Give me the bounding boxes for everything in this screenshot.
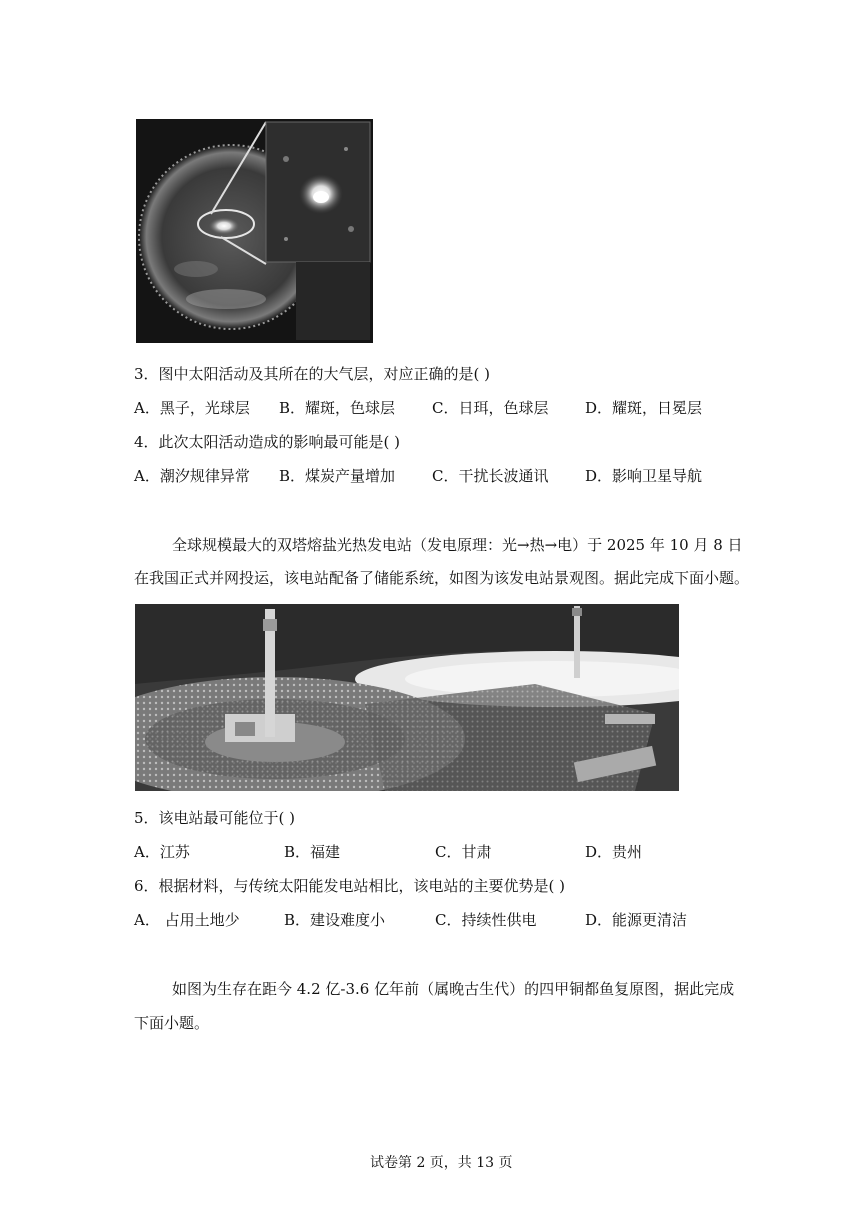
question-3-option-a: A．黑子，光球层 bbox=[134, 399, 250, 417]
power-station-figure bbox=[135, 604, 679, 791]
question-4-option-c: C．干扰长波通讯 bbox=[432, 467, 549, 485]
passage-3-line-2: 下面小题。 bbox=[134, 1014, 210, 1032]
passage-2-line-2: 在我国正式并网投运，该电站配备了储能系统，如图为该发电站景观图。据此完成下面小题。 bbox=[134, 569, 750, 587]
solar-activity-figure bbox=[136, 119, 373, 343]
passage-3-line-1: 如图为生存在距今 4.2 亿-3.6 亿年前（属晚古生代）的四甲铜都鱼复原图，据此完成 bbox=[172, 980, 735, 998]
question-3-option-b: B．耀斑，色球层 bbox=[279, 399, 396, 417]
question-6-stem: 6．根据材料，与传统太阳能发电站相比，该电站的主要优势是( ) bbox=[134, 877, 566, 895]
question-3-option-c: C．日珥，色球层 bbox=[432, 399, 549, 417]
question-6-option-c: C．持续性供电 bbox=[435, 911, 537, 929]
question-5-option-b: B．福建 bbox=[284, 843, 341, 861]
question-6-option-d: D．能源更清洁 bbox=[585, 911, 688, 929]
question-3-stem: 3．图中太阳活动及其所在的大气层，对应正确的是( ) bbox=[134, 365, 491, 383]
question-5-option-d: D．贵州 bbox=[585, 843, 643, 861]
passage-2-line-1: 全球规模最大的双塔熔盐光热发电站（发电原理：光→热→电）于 2025 年 10 月 8 日 bbox=[172, 536, 743, 554]
question-3-option-d: D．耀斑，日冕层 bbox=[585, 399, 703, 417]
question-4-option-b: B．煤炭产量增加 bbox=[279, 467, 396, 485]
question-5-option-a: A．江苏 bbox=[134, 843, 190, 861]
question-5-stem: 5．该电站最可能位于( ) bbox=[134, 809, 296, 827]
question-6-option-b: B．建设难度小 bbox=[284, 911, 386, 929]
question-5-option-c: C．甘肃 bbox=[435, 843, 492, 861]
question-4-option-a: A．潮汐规律异常 bbox=[134, 467, 250, 485]
page-footer: 试卷第 2 页，共 13 页 bbox=[370, 1155, 513, 1171]
question-4-option-d: D．影响卫星导航 bbox=[585, 467, 703, 485]
question-4-stem: 4．此次太阳活动造成的影响最可能是( ) bbox=[134, 433, 401, 451]
question-6-option-a: A． 占用土地少 bbox=[134, 911, 240, 929]
